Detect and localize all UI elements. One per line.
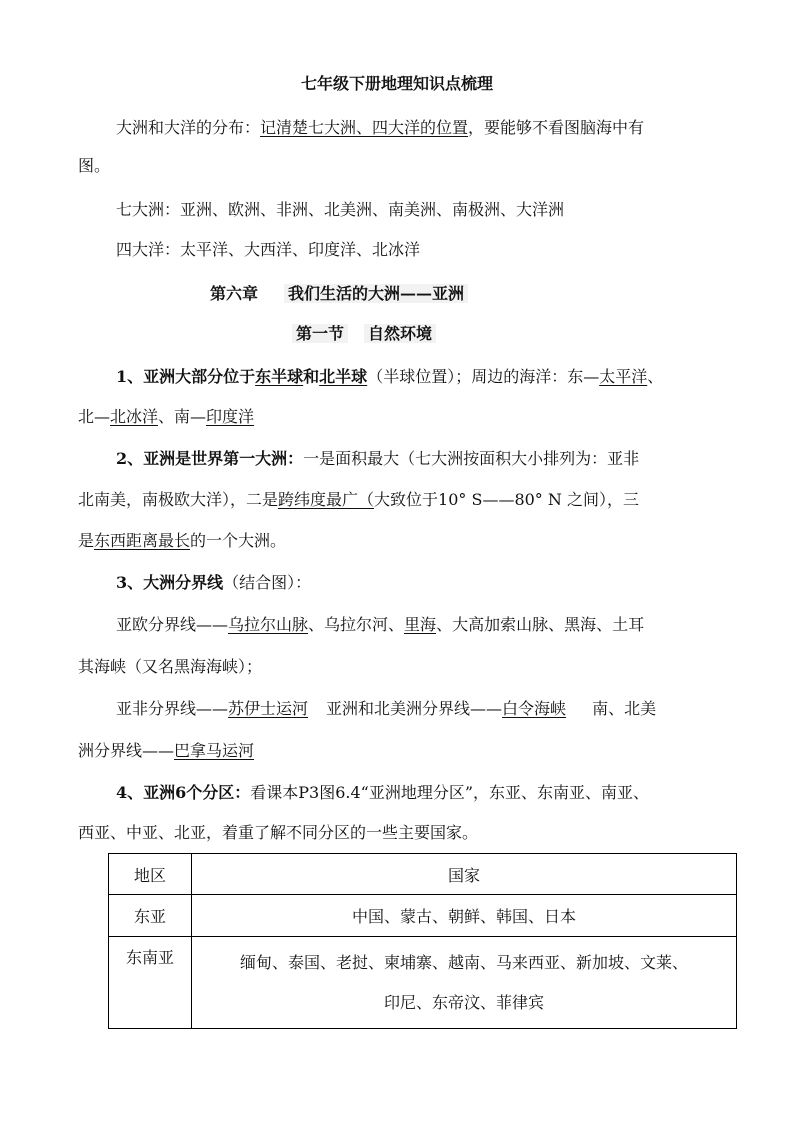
ae-rest: 、大高加索山脉、黑海、土耳	[436, 615, 645, 634]
region-cell: 东亚	[109, 895, 192, 937]
intro-underlined: 记清楚七大洲、四大洋的位置	[260, 118, 469, 137]
asia-africa-boundary	[116, 698, 656, 720]
section-heading	[292, 323, 436, 345]
an-bering-strait: 白令海峡	[502, 699, 567, 718]
table-row	[109, 895, 737, 937]
sa-panama-canal: 巴拿马运河	[174, 741, 255, 760]
p1-north: 北—	[78, 407, 111, 426]
p1-and: 和	[303, 367, 320, 386]
an-label: 亚洲和北美洲分界线——	[326, 699, 503, 718]
p1-arctic: 北冰洋	[110, 407, 159, 426]
para-2-line-1	[116, 448, 639, 470]
seven-continents: 七大洲：亚洲、欧洲、非洲、北美洲、南美洲、南极洲、大洋洲	[116, 200, 565, 219]
intro-line-2: 图。	[78, 156, 111, 175]
p4-text: 看课本P3图6.4“亚洲地理分区”，东亚、东南亚、南亚、	[250, 783, 650, 802]
p2-l3c: 的一个大洲。	[190, 531, 287, 550]
ae-caspian-sea: 里海	[404, 615, 437, 634]
chapter-name: 我们生活的大洲——亚洲	[284, 284, 468, 303]
p1-lead: 1、亚洲大部分位于	[116, 367, 256, 386]
p1-north-hemisphere: 北半球	[319, 367, 368, 386]
section-name: 自然环境	[364, 324, 436, 343]
region-cell: 东南亚	[109, 937, 192, 1029]
p2-l2a: 北南美，南极欧大洋），二是	[78, 490, 279, 509]
p3-lead: 3、大洲分界线	[116, 573, 224, 592]
regions-table	[108, 853, 737, 1029]
p1-south: 、南—	[158, 407, 207, 426]
chapter-heading	[210, 283, 468, 305]
header-region: 地区	[109, 854, 192, 895]
para-2-line-3	[78, 530, 286, 552]
sa-label-start: 南、北美	[592, 699, 657, 718]
section-number: 第一节	[292, 324, 348, 343]
intro-prefix: 大洲和大洋的分布：	[116, 118, 261, 137]
chapter-number: 第六章	[210, 284, 259, 303]
countries-line-1: 缅甸、泰国、老挝、柬埔寨、越南、马来西亚、新加坡、文莱、	[239, 952, 688, 972]
ae-ural-river: 、乌拉尔河、	[308, 615, 405, 634]
p1-sep: 、	[647, 367, 664, 386]
countries-line-2: 印尼、东帝汶、菲律宾	[383, 992, 544, 1012]
intro-suffix: ，要能够不看图脑海中有	[468, 118, 645, 137]
intro-line-1	[116, 117, 644, 139]
af-suez-canal: 苏伊士运河	[228, 699, 309, 718]
sa-label: 洲分界线——	[78, 741, 175, 760]
table-header-row	[109, 854, 737, 895]
p2-lead: 2、亚洲是世界第一大洲：	[116, 449, 304, 468]
p2-l2c: 大致位于10° S——80° N 之间），三	[374, 490, 639, 509]
p1-east-hemisphere: 东半球	[255, 367, 304, 386]
p1-text: （半球位置）；周边的海洋：东—	[367, 367, 600, 386]
south-north-america-boundary	[78, 740, 254, 762]
header-countries: 国家	[192, 854, 737, 895]
p2-l3a: 是	[78, 531, 95, 550]
para-2-line-2	[78, 489, 639, 511]
countries-cell: 中国、蒙古、朝鲜、韩国、日本	[192, 895, 737, 937]
af-label: 亚非分界线——	[116, 699, 229, 718]
ae-ural-mountains: 乌拉尔山脉	[228, 615, 309, 634]
table-row	[109, 937, 737, 1029]
p2-longest-ew: 东西距离最长	[94, 531, 191, 550]
para-1-line-1	[116, 366, 663, 388]
p1-indian: 印度洋	[206, 407, 255, 426]
p4-lead: 4、亚洲6个分区：	[116, 783, 251, 802]
asia-europe-boundary-cont: 其海峡（又名黑海海峡）；	[78, 657, 263, 676]
asia-europe-boundary	[116, 614, 644, 636]
p2-text: 一是面积最大（七大洲按面积大小排列为：亚非	[303, 449, 640, 468]
p3-note: （结合图）：	[223, 573, 312, 592]
countries-cell	[192, 937, 737, 1029]
para-4-line-2: 西亚、中亚、北亚，着重了解不同分区的一些主要国家。	[78, 823, 479, 842]
para-4-line-1	[116, 782, 649, 804]
page-title: 七年级下册地理知识点梳理	[300, 74, 493, 93]
p2-widest-latitude: 跨纬度最广（	[278, 490, 375, 509]
para-3-heading	[116, 572, 311, 594]
p1-pacific: 太平洋	[599, 367, 648, 386]
four-oceans: 四大洋：太平洋、大西洋、印度洋、北冰洋	[116, 240, 421, 259]
ae-label: 亚欧分界线——	[116, 615, 229, 634]
para-1-line-2	[78, 406, 254, 428]
